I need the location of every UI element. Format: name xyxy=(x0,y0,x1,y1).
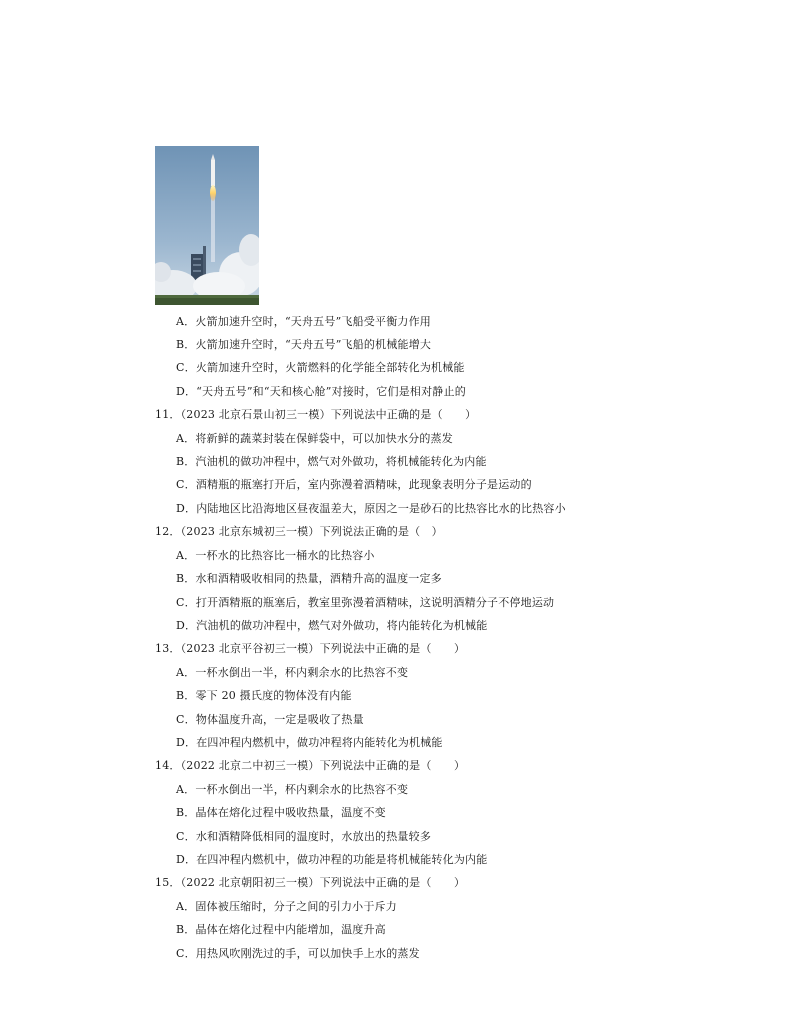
q11-option-d: D．内陆地区比沿海地区昼夜温差大，原因之一是砂石的比热容比水的比热容小 xyxy=(176,502,566,515)
q13-option-a: A．一杯水倒出一半，杯内剩余水的比热容不变 xyxy=(176,666,409,679)
q14-option-c: C．水和酒精降低相同的温度时，水放出的热量较多 xyxy=(176,830,432,843)
q12-option-b: B．水和酒精吸收相同的热量，酒精升高的温度一定多 xyxy=(176,572,442,585)
q10-option-b: B．火箭加速升空时，“天舟五号”飞船的机械能增大 xyxy=(176,338,432,351)
q11-option-c: C．酒精瓶的瓶塞打开后，室内弥漫着酒精味，此现象表明分子是运动的 xyxy=(176,478,532,491)
q11-option-a: A．将新鲜的蔬菜封装在保鲜袋中，可以加快水分的蒸发 xyxy=(176,432,453,445)
q11-option-b: B．汽油机的做功冲程中，燃气对外做功，将机械能转化为内能 xyxy=(176,455,487,468)
q15-option-a: A．固体被压缩时，分子之间的引力小于斥力 xyxy=(176,900,397,913)
q15-option-b: B．晶体在熔化过程中内能增加，温度升高 xyxy=(176,923,386,936)
q13-stem: 13．（2023 北京平谷初三一模）下列说法中正确的是（ ） xyxy=(155,642,466,655)
q12-option-c: C．打开酒精瓶的瓶塞后，教室里弥漫着酒精味，这说明酒精分子不停地运动 xyxy=(176,596,555,609)
q15-stem: 15．（2022 北京朝阳初三一模）下列说法中正确的是（ ） xyxy=(155,876,466,889)
q11-stem: 11．（2023 北京石景山初三一模）下列说法中正确的是（ ） xyxy=(155,408,477,421)
q14-option-a: A．一杯水倒出一半，杯内剩余水的比热容不变 xyxy=(176,783,409,796)
q10-option-c: C．火箭加速升空时，火箭燃料的化学能全部转化为机械能 xyxy=(176,361,465,374)
q14-stem: 14．（2022 北京二中初三一模）下列说法中正确的是（ ） xyxy=(155,759,466,772)
q14-option-b: B．晶体在熔化过程中吸收热量，温度不变 xyxy=(176,806,386,819)
q13-option-c: C．物体温度升高，一定是吸收了热量 xyxy=(176,713,364,726)
q10-option-d: D．“天舟五号”和“天和核心舱”对接时，它们是相对静止的 xyxy=(176,385,466,398)
q14-option-d: D．在四冲程内燃机中，做功冲程的功能是将机械能转化为内能 xyxy=(176,853,488,866)
rocket-launch-photo xyxy=(155,146,259,305)
q15-option-c: C．用热风吹刚洗过的手，可以加快手上水的蒸发 xyxy=(176,947,420,960)
q12-option-a: A．一杯水的比热容比一桶水的比热容小 xyxy=(176,549,375,562)
q13-option-d: D．在四冲程内燃机中，做功冲程将内能转化为机械能 xyxy=(176,736,443,749)
q13-option-b: B．零下 20 摄氏度的物体没有内能 xyxy=(176,689,352,702)
q12-stem: 12．（2023 北京东城初三一模）下列说法正确的是（ ） xyxy=(155,525,443,538)
q12-option-d: D．汽油机的做功冲程中，燃气对外做功，将内能转化为机械能 xyxy=(176,619,488,632)
q10-option-a: A．火箭加速升空时，“天舟五号”飞船受平衡力作用 xyxy=(176,315,431,328)
